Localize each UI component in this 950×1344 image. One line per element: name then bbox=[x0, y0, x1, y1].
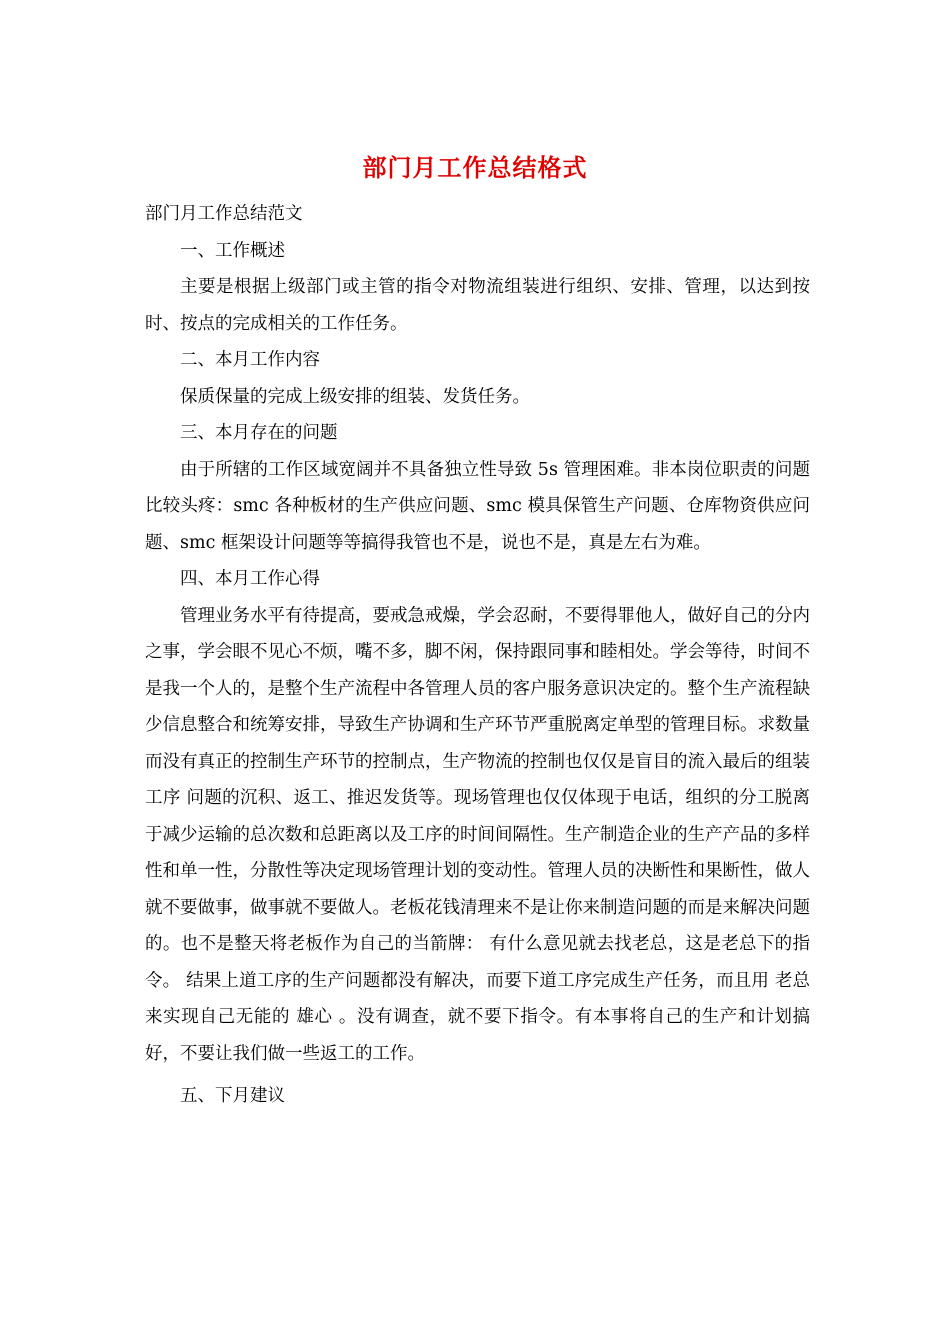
section-paragraph: 主要是根据上级部门或主管的指令对物流组装进行组织、安排、管理，以达到按时、按点的完成相关的工作任务。 bbox=[145, 277, 810, 334]
section-paragraph: 保质保量的完成上级安排的组装、发货任务。 bbox=[180, 386, 530, 407]
document-body bbox=[145, 196, 810, 1115]
section-heading: 五、下月建议 bbox=[180, 1086, 285, 1106]
section-heading: 二、本月工作内容 bbox=[180, 350, 320, 370]
document-subtitle: 部门月工作总结范文 bbox=[145, 204, 303, 224]
section-heading: 三、本月存在的问题 bbox=[180, 423, 338, 443]
document-title: 部门月工作总结格式 bbox=[362, 153, 588, 182]
section-heading: 一、工作概述 bbox=[180, 240, 285, 261]
section-heading: 四、本月工作心得 bbox=[180, 569, 320, 589]
section-paragraph: 由于所辖的工作区域宽阔并不具备独立性导致 5s 管理困难。非本岗位职责的问题比较头疼：smc 各种板材的生产供应问题、smc 模具保管生产问题、仓库物资供应问题、smc 框架设计问题等等搞得我管也不是，说也不是，真是左右为难。 bbox=[145, 459, 810, 553]
section-paragraph: 管理业务水平有待提高，要戒急戒燥，学会忍耐，不要得罪他人，做好自己的分内之事，学会眼不见心不烦，嘴不多，脚不闲，保持跟同事和睦相处。学会等待，时间不是我一个人的，是整个生产流程中各管理人员的客户服务意识决定的。整个生产流程缺少信息整合和统筹安排，导致生产协调和生产环节严重脱离定单型的管理目标。求数量而没有真正的控制生产环节的控制点，生产物流的控制也仅仅是盲目的流入最后的组装工序 问题的沉积、返工、推迟发货等。现场管理也仅仅体现于电话，组织的分工脱离于减少运输的总次数和总距离以及工序的时间间隔性。生产制造企业的生产产品的多样性和单一性，分散性等决定现场管理计划的变动性。管理人员的决断性和果断性，做人就不要做事，做事就不要做人。老板花钱清理来不是让你来制造问题的而是来解决问题的。也不是整天将老板作为自己的当箭牌： 有什么意见就去找老总，这是老总下的指令。 结果上道工序的生产问题都没有解决，而要下道工序完成生产任务，而且用 老总 来实现自己无能的 雄心 。没有调查，就不要下指令。有本事将自己的生产和计划搞好，不要让我们做一些返工的工作。 bbox=[145, 605, 810, 1064]
